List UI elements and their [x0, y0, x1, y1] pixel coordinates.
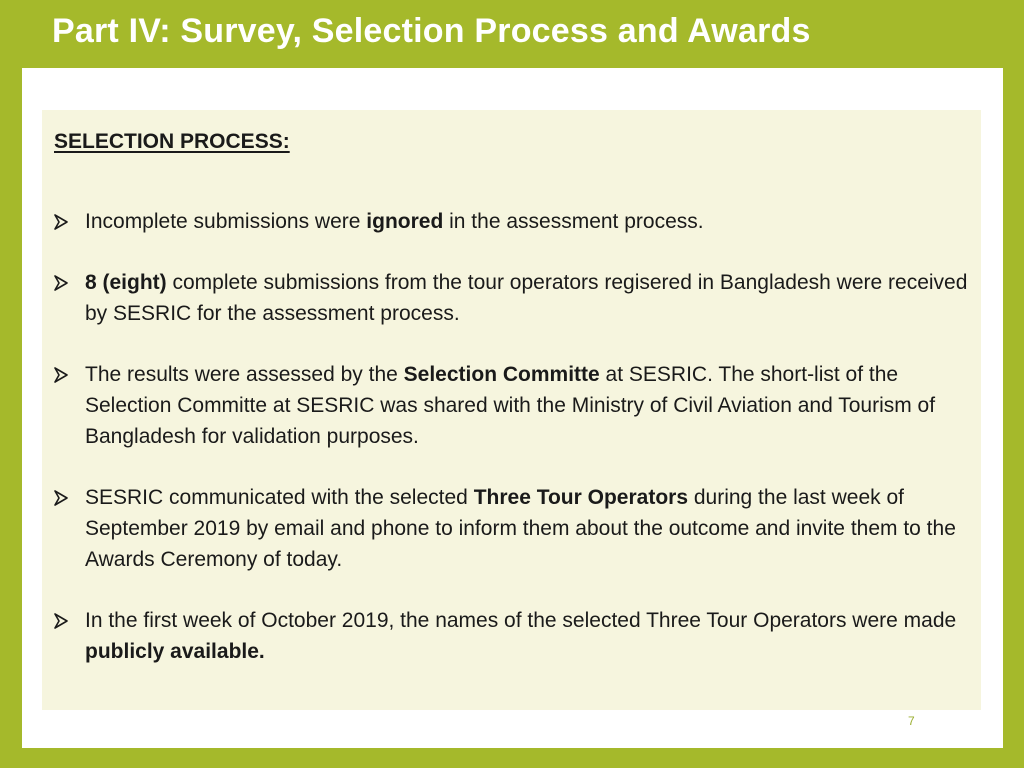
content-panel [22, 68, 1003, 748]
bullet-emphasis: publicly available. [85, 640, 265, 663]
bullet-text: during the last week of September 2019 by email and phone to inform them about the outcome and invite them to the Awards Ceremony of today. [85, 486, 956, 571]
bullet-item-communication [54, 482, 974, 575]
bullet-item-incomplete-submissions [54, 206, 974, 237]
bullet-emphasis: Selection Committe [403, 363, 600, 386]
bullet-text: In the first week of October 2019, the names of the selected Three Tour Operators were made [85, 609, 957, 632]
arrow-bullet-icon [54, 482, 72, 513]
arrow-bullet-icon [54, 206, 72, 237]
bullet-emphasis: 8 (eight) [85, 271, 167, 294]
bullet-item-public-announcement [54, 605, 974, 667]
arrow-bullet-icon [54, 605, 72, 636]
page-number: 7 [908, 714, 915, 728]
bullet-text: in the assessment process. [443, 210, 704, 233]
arrow-bullet-icon [54, 267, 72, 298]
slide-title: Part IV: Survey, Selection Process and Awards [52, 12, 811, 50]
bullet-text: at SESRIC. The short-list of the Selection Committe at SESRIC was shared with the Ministry of Civil Aviation and Tourism of Bangladesh for validation purposes. [85, 363, 936, 448]
bullet-text: complete submissions from the tour operators regisered in Bangladesh were received by SESRIC for the assessment process. [85, 271, 968, 325]
bullet-text: SESRIC communicated with the selected [85, 486, 474, 509]
bullet-item-selection-committee [54, 359, 974, 452]
content-box [42, 110, 981, 710]
bullet-text: Incomplete submissions were [85, 210, 367, 233]
bullet-item-complete-submissions [54, 267, 974, 329]
arrow-bullet-icon [54, 359, 72, 390]
bullet-emphasis: ignored [366, 210, 444, 233]
bullet-emphasis: Three Tour Operators [473, 486, 689, 509]
bullet-text: The results were assessed by the [85, 363, 404, 386]
section-heading: SELECTION PROCESS: [54, 130, 290, 153]
bullet-list [54, 206, 974, 697]
